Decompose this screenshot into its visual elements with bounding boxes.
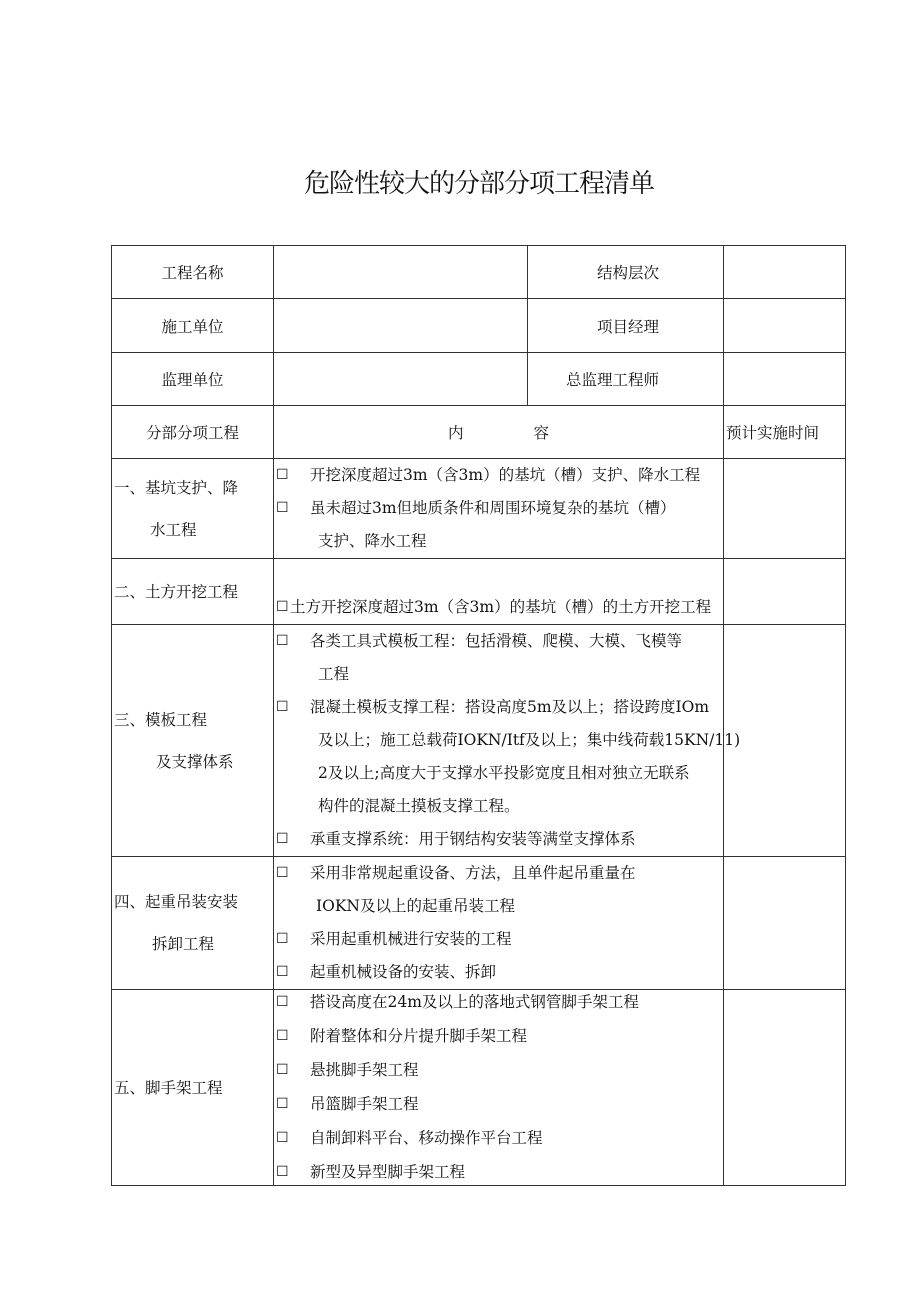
list-item-continuation: 2及以上;高度大于支撑水平投影宽度且相对独立无联系 bbox=[318, 764, 690, 782]
section-name bbox=[112, 857, 274, 990]
list-item-continuation: 及以上；施工总载荷IOKN/Itf及以上；集中线荷载15KN/11) bbox=[318, 731, 741, 749]
checkbox-icon[interactable]: ☐ bbox=[276, 500, 289, 516]
list-item: ☐ 虽未超过3m但地质条件和周围环境复杂的基坑（槽） bbox=[274, 492, 723, 525]
label-project-name: 工程名称 bbox=[112, 246, 274, 299]
list-item-continuation: 工程 bbox=[318, 665, 350, 683]
checkbox-icon[interactable]: ☐ bbox=[276, 994, 289, 1010]
project-list-table bbox=[111, 245, 846, 1186]
checkbox-icon[interactable]: ☐ bbox=[276, 633, 289, 649]
section-name bbox=[112, 459, 274, 559]
list-item: ☐ 附着整体和分片提升脚手架工程 bbox=[274, 1024, 723, 1048]
header-content bbox=[274, 406, 724, 459]
checkbox-icon[interactable]: ☐ bbox=[276, 931, 289, 947]
list-item: ☐ 开挖深度超过3m（含3m）的基坑（槽）支护、降水工程 bbox=[274, 459, 723, 492]
checkbox-icon[interactable]: ☐ bbox=[276, 1096, 289, 1112]
section-row bbox=[112, 559, 846, 625]
label-structure: 结构层次 bbox=[528, 246, 724, 299]
section-name-line: 一、基坑支护、降 bbox=[114, 478, 239, 497]
list-item: ☐ 各类工具式模板工程：包括滑模、爬模、大模、飞模等 bbox=[274, 625, 723, 658]
checkbox-icon[interactable]: ☐ bbox=[276, 1130, 289, 1146]
checkbox-icon[interactable]: ☐ bbox=[276, 865, 289, 881]
header-content-a: 内 bbox=[447, 424, 464, 442]
section-content bbox=[274, 857, 724, 990]
section-content bbox=[274, 459, 724, 559]
label-chief-supervisor: 总监理工程师 bbox=[528, 353, 724, 406]
section-row bbox=[112, 459, 846, 559]
label-supervisor: 监理单位 bbox=[112, 353, 274, 406]
row-supervisor bbox=[112, 353, 846, 406]
field-manager[interactable] bbox=[724, 299, 846, 353]
field-time[interactable] bbox=[724, 625, 846, 857]
section-name-line: 水工程 bbox=[150, 520, 197, 539]
header-time: 预计实施时间 bbox=[724, 406, 846, 459]
field-supervisor[interactable] bbox=[274, 353, 528, 406]
list-item: ☐ 起重机械设备的安装、拆卸 bbox=[274, 956, 723, 989]
checkbox-icon[interactable]: ☐ bbox=[276, 831, 289, 847]
section-name bbox=[112, 625, 274, 857]
list-item: ☐ 悬挑脚手架工程 bbox=[274, 1058, 723, 1082]
checkbox-icon[interactable]: ☐ bbox=[276, 599, 289, 615]
field-time[interactable] bbox=[724, 459, 846, 559]
list-item: ☐ 新型及异型脚手架工程 bbox=[274, 1160, 723, 1184]
field-constructor[interactable] bbox=[274, 299, 528, 353]
field-project-name[interactable] bbox=[274, 246, 528, 299]
field-structure[interactable] bbox=[724, 246, 846, 299]
section-name-line: 拆卸工程 bbox=[152, 935, 215, 953]
list-item: ☐ 吊篮脚手架工程 bbox=[274, 1092, 723, 1116]
checkbox-icon[interactable]: ☐ bbox=[276, 964, 289, 980]
header-content-b: 容 bbox=[533, 424, 550, 442]
field-chief-supervisor[interactable] bbox=[724, 353, 846, 406]
page-title: 危险性较大的分部分项工程清单 bbox=[303, 169, 654, 199]
list-item-continuation: 构件的混凝土摸板支撑工程。 bbox=[318, 797, 520, 815]
header-category: 分部分项工程 bbox=[112, 406, 274, 459]
checkbox-icon[interactable]: ☐ bbox=[276, 699, 289, 715]
section-name-line: 及支撑体系 bbox=[156, 752, 234, 771]
row-column-header bbox=[112, 406, 846, 459]
section-name-line: 四、起重吊装安装 bbox=[114, 893, 239, 911]
row-constructor bbox=[112, 299, 846, 353]
checkbox-icon[interactable]: ☐ bbox=[276, 1028, 289, 1044]
section-name: 五、脚手架工程 bbox=[112, 990, 274, 1186]
section-name-line: 三、模板工程 bbox=[114, 710, 208, 729]
list-item-continuation: IOKN及以上的起重吊装工程 bbox=[316, 897, 515, 915]
section-row bbox=[112, 857, 846, 990]
field-time[interactable] bbox=[724, 990, 846, 1186]
section-row bbox=[112, 625, 846, 857]
section-content bbox=[274, 559, 724, 625]
section-name: 二、土方开挖工程 bbox=[112, 559, 274, 625]
list-item: ☐ 采用非常规起重设备、方法，且单件起吊重量在 bbox=[274, 857, 723, 890]
checkbox-icon[interactable]: ☐ bbox=[276, 1062, 289, 1078]
label-constructor: 施工单位 bbox=[112, 299, 274, 353]
list-item: ☐ 自制卸料平台、移动操作平台工程 bbox=[274, 1126, 723, 1150]
list-item: ☐ 承重支撑系统：用于钢结构安装等满堂支撑体系 bbox=[274, 823, 723, 856]
checkbox-icon[interactable]: ☐ bbox=[276, 467, 289, 483]
list-item-continuation: 支护、降水工程 bbox=[318, 532, 427, 550]
field-time[interactable] bbox=[724, 559, 846, 625]
list-item: ☐ 土方开挖深度超过3m（含3m）的基坑（槽）的土方开挖工程 bbox=[274, 592, 723, 622]
section-row bbox=[112, 990, 846, 1186]
list-item: ☐ 搭设高度在24m及以上的落地式钢管脚手架工程 bbox=[274, 990, 723, 1014]
row-project-name bbox=[112, 246, 846, 299]
section-content bbox=[274, 625, 741, 857]
list-item: ☐ 采用起重机械进行安装的工程 bbox=[274, 923, 723, 956]
list-item: ☐ 混凝土模板支撑工程：搭设高度5m及以上；搭设跨度IOm bbox=[274, 691, 723, 724]
field-time[interactable] bbox=[724, 857, 846, 990]
checkbox-icon[interactable]: ☐ bbox=[276, 1164, 289, 1180]
label-manager: 项目经理 bbox=[528, 299, 724, 353]
section-content bbox=[274, 990, 724, 1186]
